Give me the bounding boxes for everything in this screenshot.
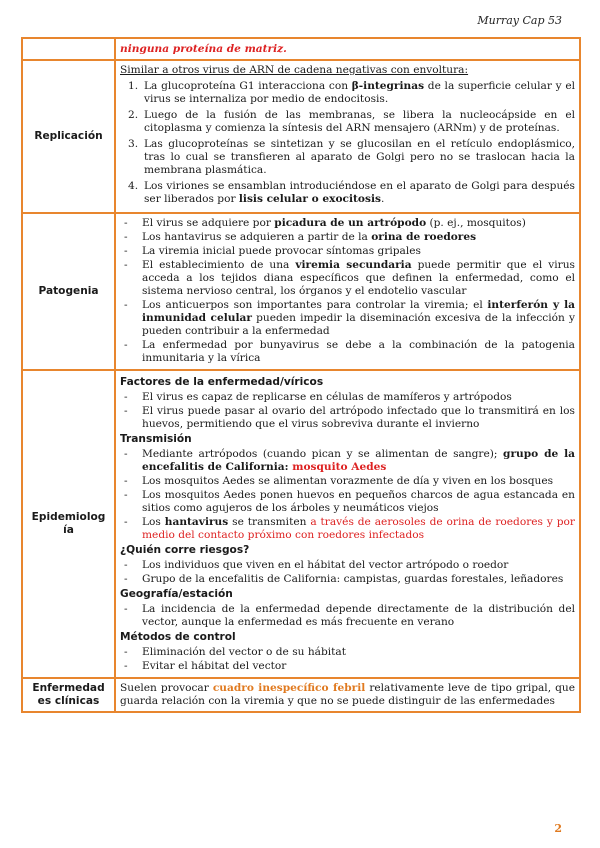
transmision-heading: Transmisión (120, 433, 192, 445)
replicacion-content (115, 60, 580, 213)
list-item: 4. Los viriones se ensamblan introduciéndose en el aparato de Golgi para después ser liberados por lisis celular o exocitosis. (128, 180, 575, 205)
metodos-list (120, 646, 575, 673)
matrix-note: ninguna proteína de matriz. (120, 42, 287, 55)
row-label-enfermedades: Enfermedad es clínicas (22, 678, 115, 712)
row-label-epidemiologia: Epidemiolog ía (22, 370, 115, 678)
factores-heading: Factores de la enfermedad/víricos (120, 376, 324, 388)
riesgo-list (120, 559, 575, 586)
patogenia-list (120, 217, 575, 365)
factores-list (120, 391, 575, 431)
list-item: - Los hantavirus se transmiten a través de aerosoles de orina de roedores y por medio del contacto próximo con roedores infectados (124, 516, 575, 541)
table-row-enfermedades (22, 678, 580, 712)
summary-table (21, 37, 581, 713)
list-item: - Eliminación del vector o de su hábitat (124, 646, 346, 658)
patogenia-content (115, 213, 580, 370)
list-item: - Mediante artrópodos (cuando pican y se alimentan de sangre); grupo de la encefalitis de California: mosquito Aedes (124, 448, 576, 473)
replicacion-intro: Similar a otros virus de ARN de cadena negativas con envoltura: (120, 64, 469, 76)
table-row-replicacion (22, 60, 580, 213)
list-item: - La enfermedad por bunyavirus se debe a la combinación de la patogenia inmunitaria y la vírica (124, 339, 575, 364)
running-header: Murray Cap 53 (477, 14, 562, 27)
list-item: 3. Las glucoproteínas se sintetizan y se glucosilan en el retículo endoplásmico, tras lo cual se transfieren al aparato de Golgi pero no se traslocan hacia la membrana plasmática. (128, 138, 575, 176)
table-row-top (22, 38, 580, 60)
transmision-list (120, 448, 575, 542)
list-item: - El virus puede pasar al ovario del artrópodo infectado que lo transmitirá en los huevos, permitiendo que el virus sobreviva durante el invierno (124, 405, 575, 430)
list-item: - La incidencia de la enfermedad depende directamente de la distribución del vector, aunque la enfermedad es más frecuente en verano (124, 603, 575, 628)
list-item: - El virus es capaz de replicarse en células de mamíferos y artrópodos (124, 391, 512, 403)
top-row-content (115, 38, 580, 60)
metodos-heading: Métodos de control (120, 631, 236, 643)
geografia-heading: Geografía/estación (120, 588, 233, 600)
list-item: - Los individuos que viven en el hábitat del vector artrópodo o roedor (124, 559, 509, 571)
epidemiologia-content (115, 370, 580, 678)
list-item: - Los hantavirus se adquieren a partir de la orina de roedores (124, 231, 477, 243)
geografia-list (120, 603, 575, 629)
list-item: - El virus se adquiere por picadura de un artrópodo (p. ej., mosquitos) (124, 217, 526, 229)
riesgo-heading: ¿Quién corre riesgos? (120, 544, 250, 556)
table-row-patogenia (22, 213, 580, 370)
empty-label-cell (22, 38, 115, 60)
list-item: 1. La glucoproteína G1 interacciona con β-integrinas de la superficie celular y el virus se internaliza por medio de endocitosis. (128, 80, 575, 105)
list-item: - Los mosquitos Aedes ponen huevos en pequeños charcos de agua estancada en sitios como agujeros de los árboles y neumáticos viejos (124, 489, 575, 514)
list-item: - Los mosquitos Aedes se alimentan vorazmente de día y viven en los bosques (124, 475, 554, 487)
table-row-epidemiologia (22, 370, 580, 678)
row-label-replicacion: Replicación (22, 60, 115, 213)
list-item: - Evitar el hábitat del vector (124, 660, 287, 672)
page-number: 2 (554, 822, 562, 835)
list-item: 2. Luego de la fusión de las membranas, se libera la nucleocápside en el citoplasma y comienza la síntesis del ARN mensajero (ARNm) y de proteínas. (128, 109, 575, 134)
enfermedades-content: Suelen provocar cuadro inespecífico febril relativamente leve de tipo gripal, que guarda relación con la viremia y que no se puede distinguir de las enfermedades (115, 678, 580, 712)
list-item: - El establecimiento de una viremia secundaria puede permitir que el virus acceda a los tejidos diana específicos que definen la enfermedad, como el sistema nervioso central, los órganos y el endotelio vascular (124, 259, 575, 297)
replicacion-steps (120, 80, 575, 206)
list-item: - Los anticuerpos son importantes para controlar la viremia; el interferón y la inmunidad celular pueden impedir la diseminación excesiva de la infección y pueden contribuir a la enfermedad (124, 299, 576, 337)
list-item: - La viremia inicial puede provocar síntomas gripales (124, 245, 421, 257)
list-item: - Grupo de la encefalitis de California: campistas, guardas forestales, leñadores (124, 573, 564, 585)
row-label-patogenia: Patogenia (22, 213, 115, 370)
